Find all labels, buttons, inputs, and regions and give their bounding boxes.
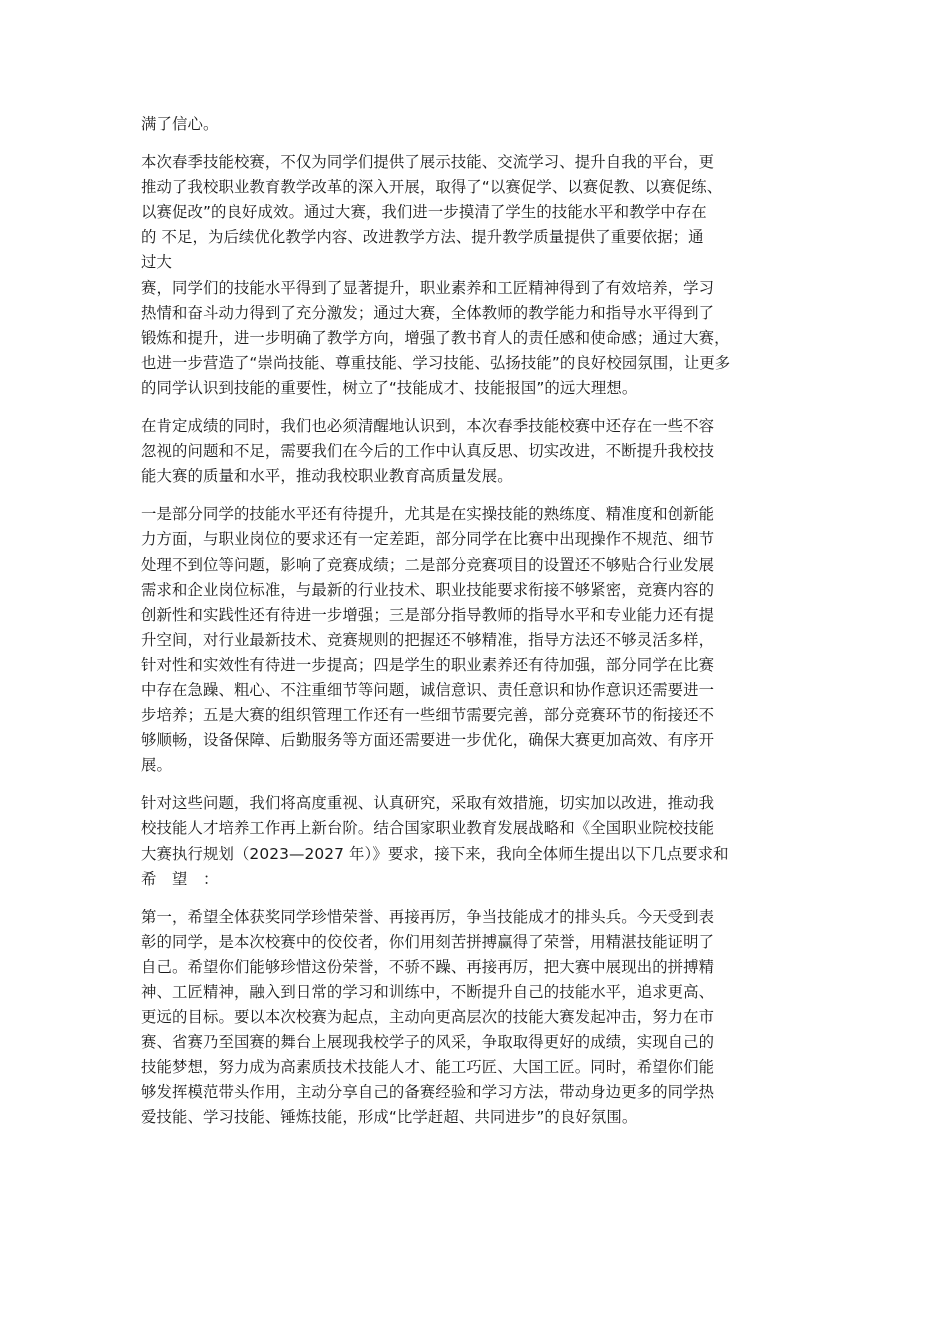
text-line: 热情和奋斗动力得到了充分激发；通过大赛，全体教师的教学能力和指导水平得到了 bbox=[141, 303, 715, 322]
text-line: 创新性和实践性还有待进一步增强；三是部分指导教师的指导水平和专业能力还有提 bbox=[141, 605, 715, 624]
text-line: 彰的同学，是本次校赛中的佼佼者，你们用刻苦拼搏赢得了荣誉，用精湛技能证明了 bbox=[141, 932, 715, 951]
text-line: 赛，同学们的技能水平得到了显著提升，职业素养和工匠精神得到了有效培养，学习 bbox=[141, 278, 715, 297]
text-line: 够顺畅，设备保障、后勤服务等方面还需要进一步优化，确保大赛更加高效、有序开 bbox=[141, 731, 715, 750]
text-line: 需求和企业岗位标准，与最新的行业技术、职业技能要求衔接不够紧密，竞赛内容的 bbox=[141, 580, 715, 599]
text-line: 力方面，与职业岗位的要求还有一定差距，部分同学在比赛中出现操作不规范、细节 bbox=[141, 530, 715, 549]
text-line: 自己。希望你们能够珍惜这份荣誉，不骄不躁、再接再厉，把大赛中展现出的拼搏精 bbox=[141, 957, 715, 976]
text-line: 神、工匠精神，融入到日常的学习和训练中，不断提升自己的技能水平，追求更高、 bbox=[141, 983, 715, 1001]
text-line: 爱技能、学习技能、锤炼技能，形成“比学赶超、共同进步”的良好氛围。 bbox=[141, 1108, 638, 1127]
text-line: 处理不到位等问题，影响了竞赛成绩；二是部分竞赛项目的设置还不够贴合行业发展 bbox=[141, 555, 715, 574]
text-line: 满了信心。 bbox=[141, 115, 219, 133]
text-line: 锻炼和提升，进一步明确了教学方向，增强了教书育人的责任感和使命感；通过大赛， bbox=[141, 328, 730, 347]
text-line: 大赛执行规划（2023—2027 年）》要求，接下来，我向全体师生提出以下几点要求和 bbox=[141, 844, 729, 863]
text-line: 也进一步营造了“崇尚技能、尊重技能、学习技能、弘扬技能”的良好校园氛围，让更多 bbox=[141, 353, 731, 372]
text-line: 步培养；五是大赛的组织管理工作还有一些细节需要完善，部分竞赛环节的衔接还不 bbox=[141, 706, 715, 725]
text-line: 中存在急躁、粗心、不注重细节等问题，诚信意识、责任意识和协作意识还需要进一 bbox=[141, 680, 715, 699]
text-line: 推动了我校职业教育教学改革的深入开展，取得了“以赛促学、以赛促教、以赛促练、 bbox=[141, 178, 723, 197]
paragraph-5 bbox=[141, 791, 803, 891]
text-line: 更远的目标。要以本次校赛为起点，主动向更高层次的技能大赛发起冲击，努力在市 bbox=[141, 1008, 715, 1027]
text-line: 本次春季技能校赛，不仅为同学们提供了展示技能、交流学习、提升自我的平台，更 bbox=[141, 153, 715, 172]
text-line: 的 不足，为后续优化教学内容、改进教学方法、提升教学质量提供了重要依据；通 bbox=[141, 228, 704, 247]
text-line: 赛、省赛乃至国赛的舞台上展现我校学子的风采，争取取得更好的成绩，实现自己的 bbox=[141, 1033, 715, 1052]
text-line: 以赛促改”的良好成效。通过大赛，我们进一步摸清了学生的技能水平和教学中存在 bbox=[141, 203, 707, 222]
text-line: 展。 bbox=[141, 756, 172, 775]
paragraph-4 bbox=[141, 502, 803, 778]
paragraph-6 bbox=[141, 905, 803, 1131]
text-line: 第一，希望全体获奖同学珍惜荣誉、再接再厉，争当技能成才的排头兵。今天受到表 bbox=[141, 907, 715, 926]
text-line: 希 望 ： bbox=[141, 869, 219, 888]
text-line: 针对性和实效性有待进一步提高；四是学生的职业素养还有待加强，部分同学在比赛 bbox=[141, 655, 715, 674]
paragraph-2 bbox=[141, 150, 803, 401]
text-line: 一是部分同学的技能水平还有待提升，尤其是在实操技能的熟练度、精准度和创新能 bbox=[141, 505, 715, 524]
text-line: 的同学认识到技能的重要性，树立了“技能成才、技能报国”的远大理想。 bbox=[141, 378, 638, 397]
document-page bbox=[141, 112, 803, 1144]
paragraph-1 bbox=[141, 112, 803, 137]
text-line: 针对这些问题，我们将高度重视、认真研究，采取有效措施，切实加以改进，推动我 bbox=[141, 794, 715, 813]
text-line: 技能梦想，努力成为高素质技术技能人才、能工巧匠、大国工匠。同时，希望你们能 bbox=[141, 1058, 715, 1077]
paragraph-3 bbox=[141, 414, 803, 489]
text-line: 过大 bbox=[141, 253, 172, 272]
text-line: 够发挥模范带头作用，主动分享自己的备赛经验和学习方法，带动身边更多的同学热 bbox=[141, 1083, 715, 1102]
text-line: 升空间，对行业最新技术、竞赛规则的把握还不够精准，指导方法还不够灵活多样， bbox=[141, 630, 715, 649]
text-line: 在肯定成绩的同时，我们也必须清醒地认识到，本次春季技能校赛中还存在一些不容 bbox=[141, 417, 715, 436]
text-line: 忽视的问题和不足，需要我们在今后的工作中认真反思、切实改进，不断提升我校技 bbox=[141, 442, 715, 461]
text-line: 校技能人才培养工作再上新台阶。结合国家职业教育发展战略和《全国职业院校技能 bbox=[141, 819, 715, 838]
text-line: 能大赛的质量和水平，推动我校职业教育高质量发展。 bbox=[141, 467, 513, 486]
